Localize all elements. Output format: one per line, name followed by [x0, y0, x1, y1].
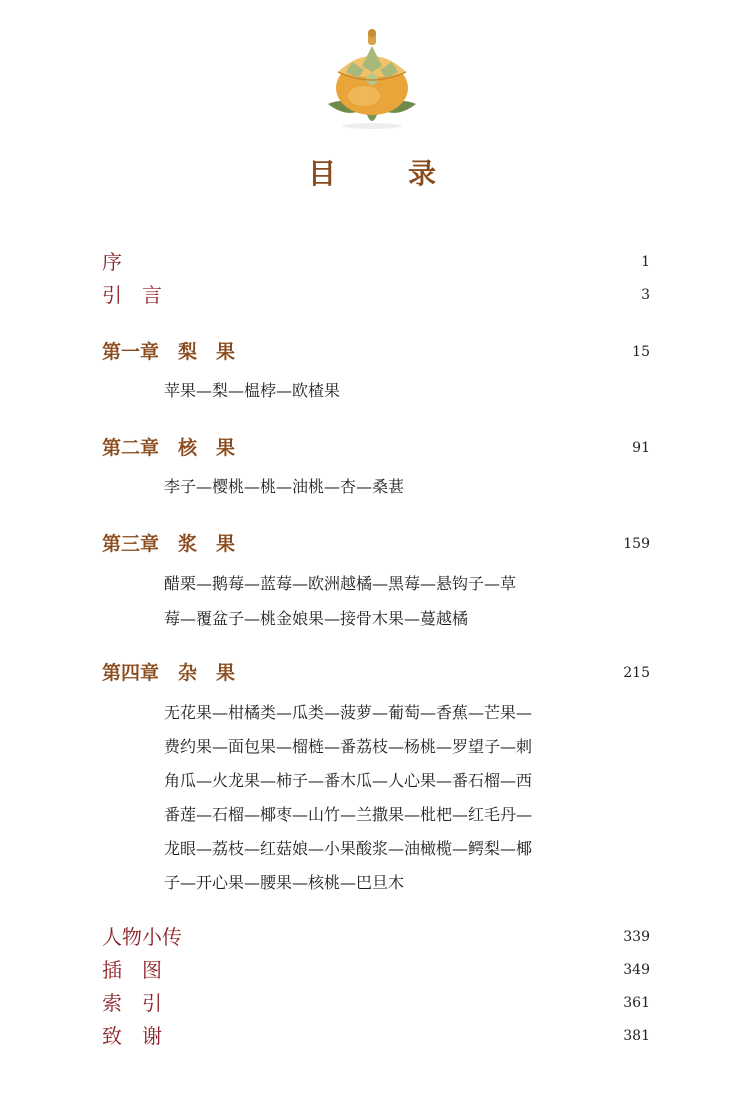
toc-entry-acknowledgements[interactable] [102, 1021, 650, 1051]
page-title: 目 录 [307, 157, 458, 190]
toc-page-number: 91 [632, 440, 650, 456]
toc-page-number: 339 [623, 929, 650, 945]
contents-line: 李子—樱桃—桃—油桃—杏—桑葚 [164, 477, 405, 496]
toc-entry-biographies[interactable] [102, 922, 650, 952]
toc-entry-preface[interactable] [102, 247, 650, 277]
contents-line: 番莲—石榴—椰枣—山竹—兰撒果—枇杷—红毛丹— [164, 805, 533, 824]
toc-entry-label: 人物小传 [102, 925, 182, 949]
toc-entry-chapter-2[interactable] [102, 433, 650, 463]
toc-page-number: 1 [641, 254, 650, 270]
chapter-label: 第四章 杂 果 [102, 662, 236, 684]
contents-line: 角瓜—火龙果—柿子—番木瓜—人心果—番石榴—西 [164, 771, 533, 790]
contents-line: 费约果—面包果—榴梿—番荔枝—杨桃—罗望子—刺 [164, 737, 533, 756]
toc-page-number: 381 [623, 1028, 650, 1044]
toc-entry-label: 索 引 [102, 991, 162, 1015]
toc-page-number: 349 [623, 962, 650, 978]
contents-line: 龙眼—荔枝—红菇娘—小果酸浆—油橄榄—鳄梨—椰 [164, 839, 533, 858]
chapter-4-contents [164, 696, 584, 900]
chapter-label: 第三章 浆 果 [102, 533, 236, 555]
chapter-label: 第一章 梨 果 [102, 341, 236, 363]
toc-entry-label: 序 [102, 250, 122, 274]
toc-page-number: 215 [623, 665, 650, 681]
chapter-3-contents [164, 566, 584, 636]
toc-page-number: 159 [623, 536, 650, 552]
toc-entry-chapter-3[interactable] [102, 529, 650, 559]
toc-page-number: 3 [641, 287, 650, 303]
toc-entry-chapter-1[interactable] [102, 337, 650, 367]
chapter-2-contents [164, 472, 584, 502]
toc-entry-label: 插 图 [102, 958, 162, 982]
chapter-label: 第二章 核 果 [102, 437, 236, 459]
toc-page-number: 361 [623, 995, 650, 1011]
toc-entry-index[interactable] [102, 988, 650, 1018]
contents-line: 子—开心果—腰果—核桃—巴旦木 [164, 873, 405, 892]
fruit-illustration [318, 26, 426, 134]
contents-line: 苹果—梨—榅桲—欧楂果 [164, 381, 341, 400]
toc-entry-label: 致 谢 [102, 1024, 162, 1048]
contents-line: 无花果—柑橘类—瓜类—菠萝—葡萄—香蕉—芒果— [164, 703, 533, 722]
contents-line: 醋栗—鹅莓—蓝莓—欧洲越橘—黑莓—悬钩子—草 [164, 574, 517, 593]
toc-entry-chapter-4[interactable] [102, 658, 650, 688]
chapter-1-contents [164, 376, 584, 406]
toc-entry-introduction[interactable] [102, 280, 650, 310]
contents-line: 莓—覆盆子—桃金娘果—接骨木果—蔓越橘 [164, 609, 469, 628]
toc-page-number: 15 [632, 344, 650, 360]
toc-entry-illustrations[interactable] [102, 955, 650, 985]
toc-entry-label: 引 言 [102, 283, 162, 307]
